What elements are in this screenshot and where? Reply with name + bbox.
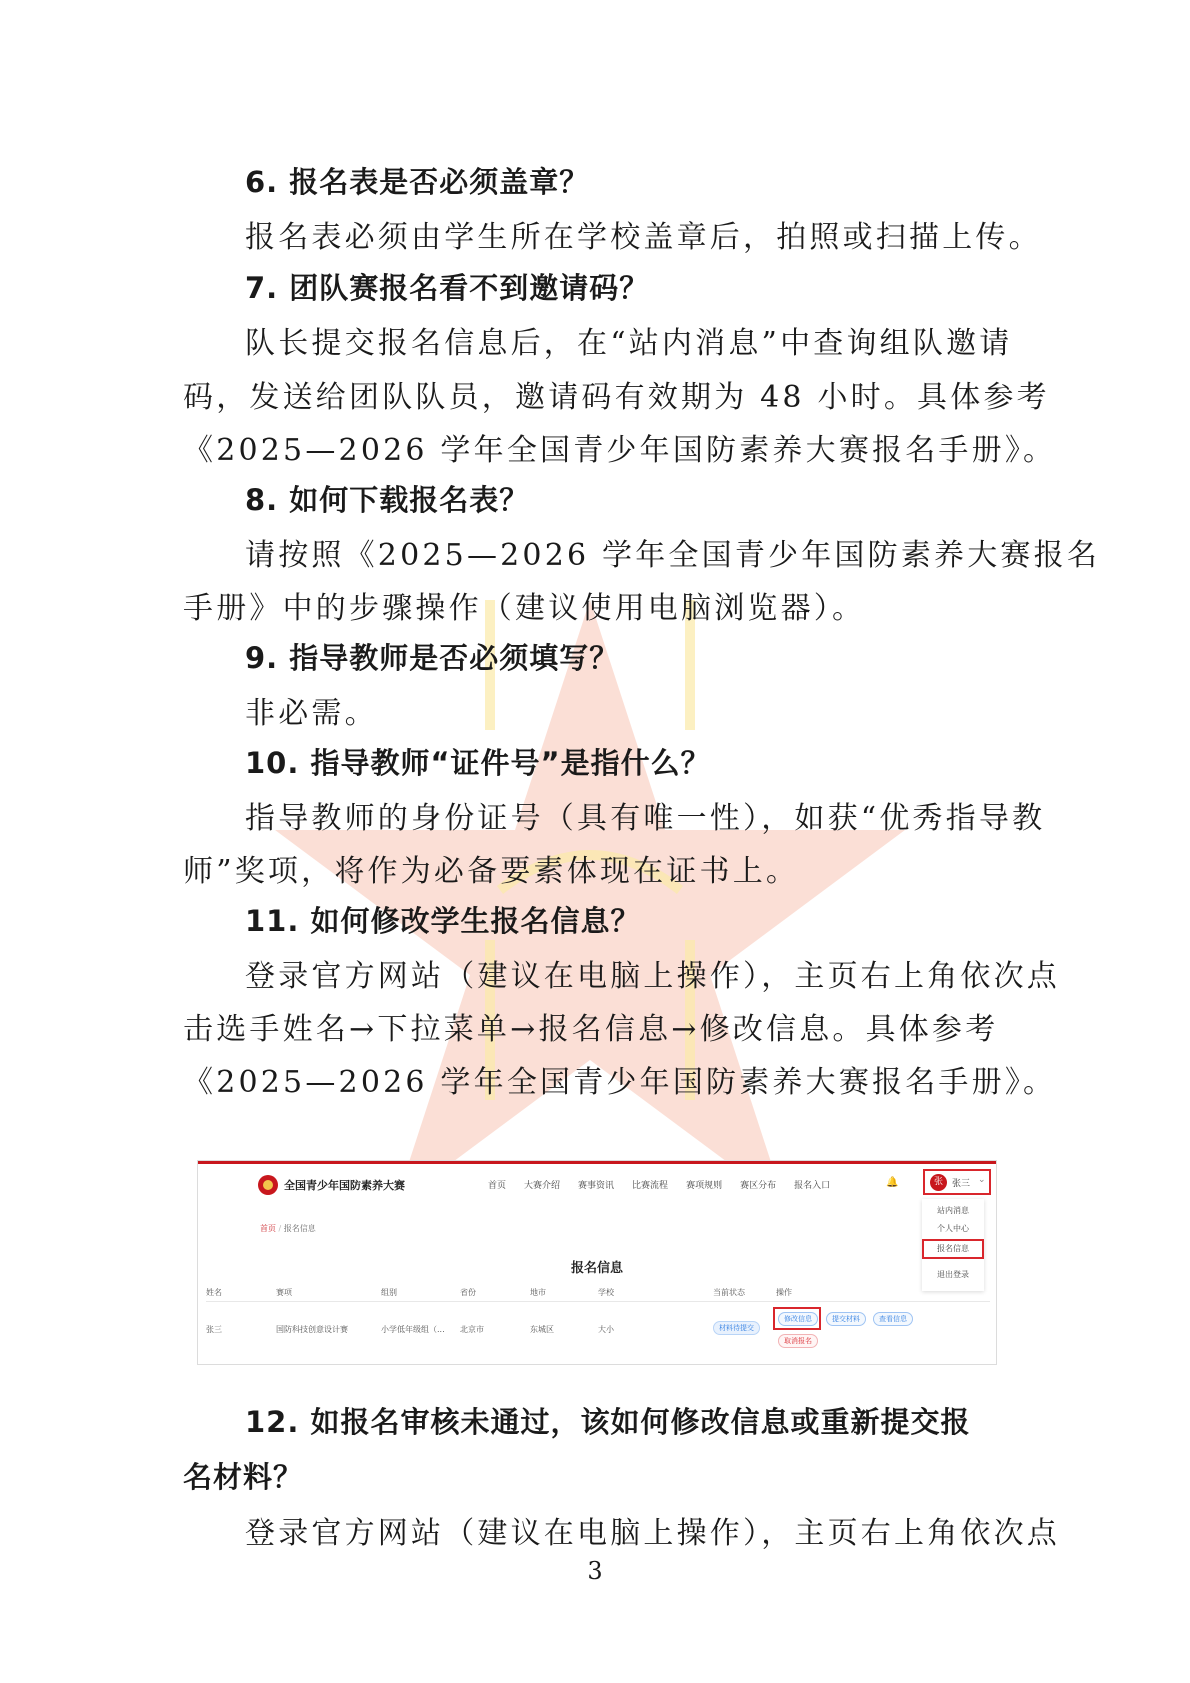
menu-item-messages[interactable]: 站内消息 — [937, 1206, 969, 1215]
table-header-divider — [206, 1301, 990, 1302]
site-logo-icon[interactable] — [258, 1175, 278, 1195]
cell-school: 大小 — [598, 1325, 614, 1334]
nav-item-rules[interactable]: 赛项规则 — [686, 1181, 723, 1191]
nav-item-intro[interactable]: 大赛介绍 — [524, 1181, 561, 1191]
nav-item-process[interactable]: 比赛流程 — [632, 1181, 669, 1191]
avatar: 张 — [930, 1174, 947, 1191]
answer-7-line-1: 队长提交报名信息后，在“站内消息”中查询组队邀请 — [245, 326, 1013, 361]
question-9: 9. 指导教师是否必须填写？ — [245, 641, 620, 675]
col-header-actions: 操作 — [776, 1288, 792, 1297]
answer-8-line-2: 手册》中的步骤操作（建议使用电脑浏览器）。 — [183, 591, 866, 626]
main-nav — [488, 1178, 848, 1191]
answer-11-line-3: 《2025—2026 学年全国青少年国防素养大赛报名手册》。 — [183, 1065, 1057, 1100]
cell-province: 北京市 — [460, 1325, 484, 1334]
menu-item-logout[interactable]: 退出登录 — [937, 1270, 969, 1279]
answer-7-line-3: 《2025—2026 学年全国青少年国防素养大赛报名手册》。 — [183, 433, 1057, 468]
menu-item-profile[interactable]: 个人中心 — [937, 1224, 969, 1233]
cell-group: 小学低年级组（... — [381, 1325, 445, 1334]
view-info-button[interactable]: 查看信息 — [873, 1312, 913, 1326]
col-header-name: 姓名 — [206, 1288, 222, 1297]
answer-8-line-1: 请按照《2025—2026 学年全国青少年国防素养大赛报名 — [245, 538, 1101, 573]
question-12-line-2: 名材料？ — [183, 1460, 304, 1494]
top-accent-bar — [198, 1161, 996, 1164]
breadcrumb-current: 报名信息 — [283, 1224, 316, 1233]
cell-event: 国防科技创意设计赛 — [276, 1325, 348, 1334]
question-6: 6. 报名表是否必须盖章？ — [245, 165, 590, 199]
page-title: 报名信息 — [570, 1261, 623, 1276]
col-header-status: 当前状态 — [713, 1288, 745, 1297]
user-menu-toggle[interactable] — [923, 1169, 991, 1195]
answer-11-line-2: 击选手姓名→下拉菜单→报名信息→修改信息。具体参考 — [183, 1012, 999, 1047]
nav-item-news[interactable]: 赛事资讯 — [578, 1181, 615, 1191]
site-title[interactable]: 全国青少年国防素养大赛 — [284, 1179, 405, 1192]
user-name: 张三 — [952, 1179, 971, 1189]
answer-10-line-1: 指导教师的身份证号（具有唯一性），如获“优秀指导教 — [245, 801, 1046, 836]
nav-item-register[interactable]: 报名入口 — [794, 1181, 831, 1191]
answer-9-line-1: 非必需。 — [245, 696, 378, 731]
breadcrumb-home[interactable]: 首页 — [260, 1224, 276, 1233]
status-badge: 材料待提交 — [713, 1321, 760, 1335]
question-11: 11. 如何修改学生报名信息？ — [245, 904, 641, 938]
edit-info-highlight-box — [773, 1307, 821, 1330]
answer-7-line-2: 码，发送给团队队员，邀请码有效期为 48 小时。具体参考 — [183, 380, 1050, 415]
answer-10-line-2: 师”奖项，将作为必备要素体现在证书上。 — [183, 854, 800, 889]
user-dropdown-menu — [922, 1199, 984, 1291]
col-header-city: 地市 — [530, 1288, 546, 1297]
chevron-down-icon: ⌄ — [978, 1175, 986, 1185]
nav-item-regions[interactable]: 赛区分布 — [740, 1181, 777, 1191]
page-number: 3 — [587, 1557, 603, 1585]
breadcrumb-separator: / — [278, 1224, 282, 1233]
question-12-line-1: 12. 如报名审核未通过，该如何修改信息或重新提交报 — [245, 1405, 971, 1439]
col-header-school: 学校 — [598, 1288, 614, 1297]
menu-item-registration-info[interactable]: 报名信息 — [922, 1239, 984, 1259]
question-8: 8. 如何下载报名表？ — [245, 483, 530, 517]
question-10: 10. 指导教师“证件号”是指什么？ — [245, 746, 711, 780]
edit-info-button[interactable]: 修改信息 — [778, 1312, 818, 1326]
submit-materials-button[interactable]: 提交材料 — [826, 1312, 866, 1326]
breadcrumb — [260, 1223, 316, 1234]
cell-city: 东城区 — [530, 1325, 554, 1334]
col-header-province: 省份 — [460, 1288, 476, 1297]
cell-name: 张三 — [206, 1325, 222, 1334]
answer-11-line-1: 登录官方网站（建议在电脑上操作），主页右上角依次点 — [245, 959, 1060, 994]
notification-bell-icon[interactable]: 🔔 — [886, 1177, 899, 1188]
col-header-event: 赛项 — [276, 1288, 292, 1297]
col-header-group: 组别 — [381, 1288, 397, 1297]
answer-6-line-1: 报名表必须由学生所在学校盖章后，拍照或扫描上传。 — [245, 220, 1042, 255]
embedded-website-screenshot — [197, 1160, 997, 1365]
question-7: 7. 团队赛报名看不到邀请码？ — [245, 271, 650, 305]
nav-item-home[interactable]: 首页 — [488, 1181, 507, 1191]
cancel-registration-button[interactable]: 取消报名 — [778, 1334, 818, 1348]
answer-12-line-1: 登录官方网站（建议在电脑上操作），主页右上角依次点 — [245, 1516, 1060, 1551]
